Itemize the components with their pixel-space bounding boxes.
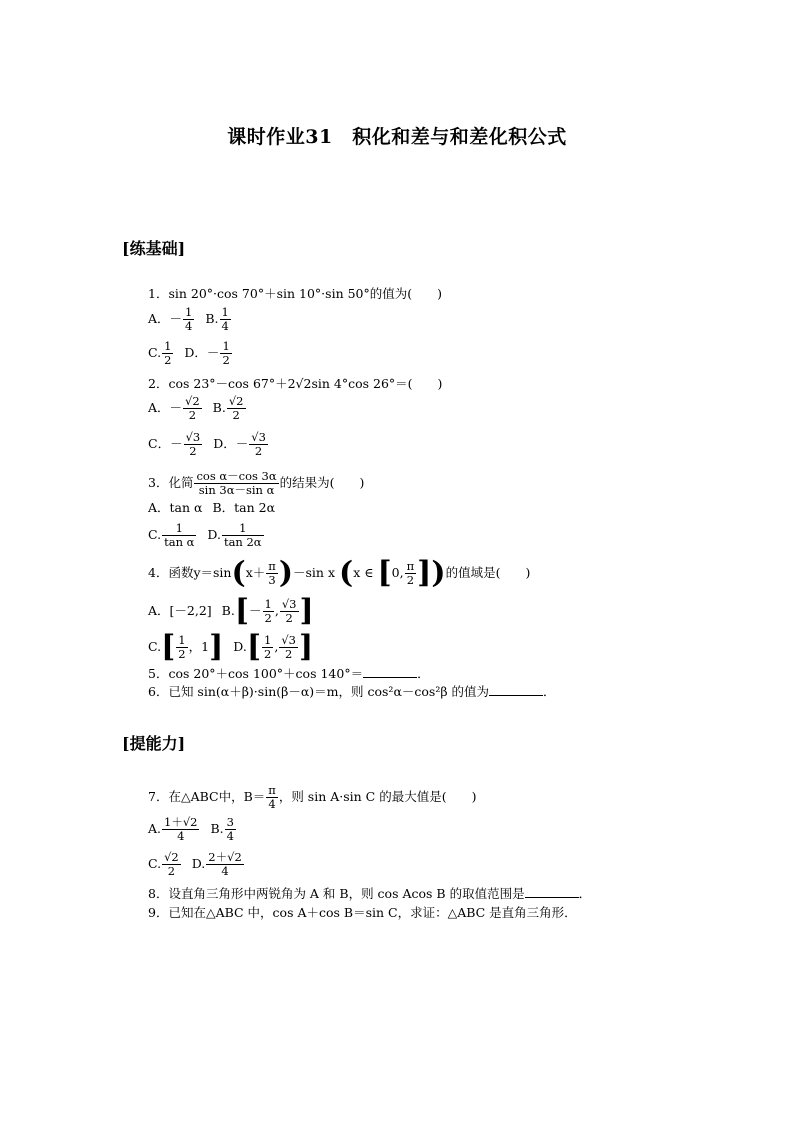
question-4-suffix: 的值域是( )	[445, 565, 531, 580]
option-c-label: C.	[148, 639, 162, 654]
fraction	[220, 340, 231, 367]
denominator: 4	[221, 319, 229, 333]
numerator: 1	[162, 522, 196, 536]
fraction	[262, 634, 273, 661]
option-c-label: C.	[148, 345, 162, 360]
option-a-label: A．－	[148, 311, 183, 326]
fraction	[222, 522, 264, 549]
denominator: 2	[232, 408, 240, 422]
numerator: 2＋√2	[208, 850, 242, 864]
question-1-options-cd	[148, 340, 233, 367]
question-3-options-ab	[148, 500, 275, 516]
option-a-label: A．－	[148, 400, 183, 415]
denominator: 2	[285, 611, 293, 625]
fraction	[206, 851, 243, 878]
numerator: √3	[281, 597, 297, 611]
numerator: cos α－cos 3α	[196, 469, 277, 483]
denominator: 2	[264, 647, 272, 661]
left-bracket: [	[377, 555, 392, 591]
option-d-label: D.	[207, 527, 221, 542]
page-title: 课时作业31 积化和差与和差化积公式	[227, 126, 567, 148]
fraction	[183, 395, 202, 422]
fraction	[225, 816, 236, 843]
option-a-label: A.	[148, 821, 162, 836]
question-4-stem	[148, 555, 531, 591]
section-advanced-heading: [提能力]	[122, 734, 186, 753]
denominator: 3	[268, 573, 276, 587]
question-8-text: 8．设直角三角形中两锐角为 A 和 B，则 cos Acos B 的取值范围是	[148, 886, 525, 901]
numerator: 1	[221, 305, 229, 319]
numerator: 1	[264, 597, 272, 611]
numerator: 1＋√2	[164, 815, 198, 829]
section-basic-heading: [练基础]	[122, 239, 186, 258]
fraction	[220, 306, 231, 333]
question-5-stem	[148, 666, 430, 682]
option-b-label: B.	[221, 603, 235, 618]
left-bracket: [	[246, 629, 262, 665]
option-b-label: B.	[210, 821, 224, 836]
fraction	[176, 634, 187, 661]
denominator: tan 2α	[223, 535, 262, 549]
right-bracket: ]	[209, 629, 224, 665]
question-7-text-a: 7．在△ABC中，B＝	[148, 789, 266, 804]
option-c-tail: 1	[201, 639, 210, 654]
denominator: 2	[285, 647, 293, 661]
fraction	[266, 784, 278, 811]
denominator: 2	[164, 353, 172, 367]
question-4-options-cd: C.[ $\frac{1}{2}$ ，1] D.[ $\frac{1}{2}$ , $\frac{√3}{2}$ ]	[148, 629, 314, 665]
fraction	[162, 340, 173, 367]
question-1-stem: 1．sin 20°·cos 70°＋sin 10°·sin 50°的值为( )	[148, 286, 443, 301]
numerator: 1	[178, 633, 186, 647]
fraction	[249, 431, 268, 458]
question-3-suffix: 的结果为( )	[279, 475, 365, 490]
denominator: 2	[222, 353, 230, 367]
fraction	[279, 634, 298, 661]
question-3-stem	[148, 470, 364, 497]
numerator: √2	[228, 394, 244, 408]
question-3-options-cd	[148, 522, 265, 549]
option-d-label: D．－	[184, 345, 220, 360]
question-3-prefix: 3．化简	[148, 475, 194, 490]
answer-blank	[525, 886, 579, 898]
numerator: 1	[185, 305, 193, 319]
question-8-stem	[148, 886, 591, 902]
question-2-options-ab	[148, 395, 247, 422]
denominator: 2	[167, 864, 176, 878]
fraction	[162, 522, 196, 549]
option-c-label: C.	[148, 856, 162, 871]
numerator: π	[268, 559, 276, 573]
option-b: B．tan 2α	[212, 500, 276, 515]
numerator: 1	[264, 633, 272, 647]
period: ．	[417, 666, 430, 681]
denominator: 2	[406, 573, 415, 587]
option-b-label: B.	[212, 400, 226, 415]
option-c-label: C.	[148, 527, 162, 542]
right-bracket: ]	[299, 593, 314, 629]
option-c-label: C．－	[148, 436, 183, 451]
right-bracket: ])	[417, 555, 446, 591]
question-7-options-cd	[148, 851, 245, 878]
numerator: π	[406, 559, 415, 573]
question-4-options-ab: A．[－2,2] B.[－ $\frac{1}{2}$ , $\frac{√3}{2}$ ]	[148, 593, 314, 629]
fraction	[405, 560, 417, 587]
numerator: √2	[185, 394, 200, 408]
option-a: A．[－2,2]	[148, 603, 212, 618]
left-bracket: [	[161, 629, 176, 665]
numerator: π	[268, 783, 276, 797]
question-6-text: 6．已知 sin(α＋β)·sin(β－α)＝m，则 cos²α－cos²β 的值为	[148, 684, 490, 699]
right-paren: )	[278, 555, 294, 591]
denominator: 4	[177, 829, 185, 843]
answer-blank	[363, 666, 417, 678]
left-paren: (	[339, 555, 354, 591]
question-2-options-cd	[148, 431, 269, 458]
period: ．	[543, 684, 556, 699]
denominator: sin 3α－sin α	[198, 483, 275, 497]
denominator: 4	[185, 319, 193, 333]
question-2-stem: 2．cos 23°－cos 67°＋2√2sin 4°cos 26°＝( )	[148, 376, 443, 391]
fraction	[183, 306, 194, 333]
denominator: 4	[221, 864, 229, 878]
numerator: 3	[226, 815, 234, 829]
question-1-options-ab	[148, 306, 232, 333]
numerator: 1	[164, 339, 172, 353]
numerator: 1	[222, 522, 264, 536]
numerator: √3	[281, 633, 297, 647]
denominator: tan α	[164, 535, 195, 549]
option-d-label: D.	[191, 856, 206, 871]
denominator: 2	[189, 444, 197, 458]
left-paren: (	[231, 555, 246, 591]
question-7-stem	[148, 784, 476, 811]
question-5-text: 5．cos 20°＋cos 100°＋cos 140°＝	[148, 666, 364, 681]
question-4-domain: x ∈	[353, 565, 374, 580]
option-a: A．tan α	[148, 500, 203, 515]
option-d-label: D.	[233, 639, 247, 654]
denominator: 2	[254, 444, 263, 458]
option-b-label: B.	[205, 311, 219, 326]
denominator: 2	[178, 647, 186, 661]
denominator: 4	[226, 829, 234, 843]
answer-blank	[489, 684, 543, 696]
question-6-stem	[148, 684, 556, 700]
numerator: √3	[251, 430, 266, 444]
denominator: 2	[188, 408, 197, 422]
left-bracket: [	[234, 593, 250, 629]
question-4-mid: －sin x	[293, 565, 336, 580]
period: ．	[578, 886, 592, 901]
fraction	[162, 816, 199, 843]
numerator: √3	[185, 430, 201, 444]
right-bracket: ]	[299, 629, 314, 665]
question-7-options-ab	[148, 816, 237, 843]
numerator: √2	[164, 850, 179, 864]
fraction	[184, 431, 203, 458]
question-7-text-b: ，则 sin A·sin C 的最大值是( )	[278, 789, 477, 804]
fraction	[266, 560, 278, 587]
fraction	[227, 395, 246, 422]
question-4-inner: x＋	[245, 565, 266, 580]
question-4-zero: 0,	[391, 565, 404, 580]
fraction	[162, 851, 181, 878]
denominator: 2	[264, 611, 272, 625]
option-d-label: D．－	[213, 436, 249, 451]
fraction	[280, 598, 299, 625]
question-9-stem: 9．已知在△ABC 中，cos A＋cos B＝sin C，求证：△ABC 是直角三角形．	[148, 905, 577, 920]
fraction	[194, 470, 278, 497]
question-4-prefix: 4．函数y＝sin	[148, 565, 232, 580]
fraction	[263, 598, 274, 625]
denominator: 4	[268, 797, 276, 811]
numerator: 1	[222, 339, 230, 353]
